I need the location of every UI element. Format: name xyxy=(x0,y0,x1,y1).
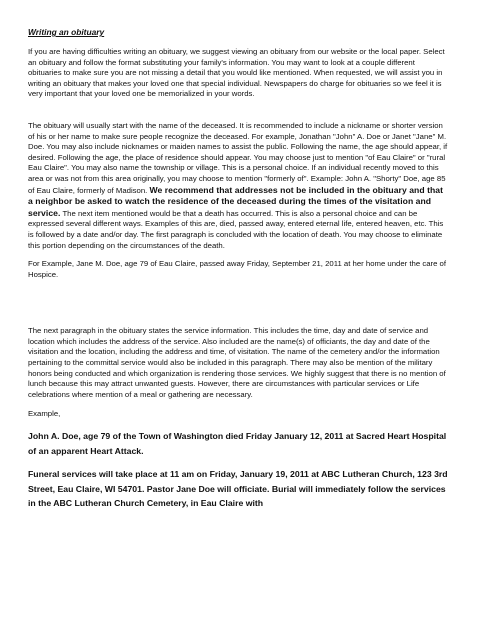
example-obituary-services: Funeral services will take place at 11 am on Friday, January 19, 2011 at ABC Lutheran Church, 123 3rd Street, Eau Claire, WI 54701. Pastor Jane Doe will officiate. Burial will immediately follow the services in the ABC Lutheran Church Cemetery, in Eau Claire with xyxy=(28,469,448,509)
paragraph-text-start: The obituary will usually start with the name of the deceased. It is recommended to include a nickname or shorter version of his or her name to make sure people recognize the deceased. For example, Jonathan "John" A. Doe or Janet "Jane" M. Doe. You may also include nicknames or maiden names to assist the public. Following the name, the age should appear, if desired. Following the age, the place of residence should appear. You may choose just to mention "of Eau Claire" or "rural Eau Claire". You may also name the township or village. This is a personal choice. If an individual recently moved to this area or was not from this area originally, you may choose to mention "formerly of". Example: John A. "Shorty" Doe, age 85 of Eau Claire, formerly of Madison. xyxy=(28,120,448,195)
paragraph-text-end: The next item mentioned would be that a death has occurred. This is also a personal choice and can be expressed several different ways. Examples of this are, died, passed away, entered eternal life, entered heaven, etc. This is followed by a date and/or day. The first paragraph is concluded with the location of death. You may choose to eliminate this portion depending on the circumstances of the death. xyxy=(28,208,444,250)
service-information-paragraph: The next paragraph in the obituary states the service information. This includes the time, day and date of service and location which includes the address of the service. Also included are the name(s) of officiants, the day and date of the visitation and the location, including the address and time, of visitation. The name of the cemetery and/or the information pertaining to the committal service would also be included in this paragraph. There may also be mention of the military honors being conducted and which organization is rendering those services. We highly suggest that there is no mention of lunch because this may attract unwanted guests. However, there are circumstances with particular services or Life celebrations where mention of a meal or gathering are necessary. xyxy=(28,326,446,399)
address-recommendation: We recommend that addresses not be included in the obituary and that a neighbor be asked to watch the residence of the deceased during the times of the visitation and service. xyxy=(28,184,444,218)
death-example-paragraph: For Example, Jane M. Doe, age 79 of Eau Claire, passed away Friday, September 21, 2011 at her home under the care of Hospice. xyxy=(28,259,447,279)
name-age-residence-paragraph xyxy=(28,121,450,251)
example-obituary-death: John A. Doe, age 79 of the Town of Washington died Friday January 12, 2011 at Sacred Heart Hospital of an apparent Heart Attack. xyxy=(28,431,447,456)
document-title: Writing an obituary xyxy=(28,27,105,37)
intro-paragraph: If you are having difficulties writing an obituary, we suggest viewing an obituary from our website or the local paper. Select an obituary and follow the format substituting your family's information. You may want to look at a couple different obituaries to make sure you are not missing a detail that you would like mentioned. When requested, we will assist you in writing an obituary that makes your loved one that special individual. Newspapers do charge for obituaries so we feel it is very important that your loved one be memorialized in your words. xyxy=(28,47,445,99)
example-label: Example, xyxy=(28,409,61,419)
